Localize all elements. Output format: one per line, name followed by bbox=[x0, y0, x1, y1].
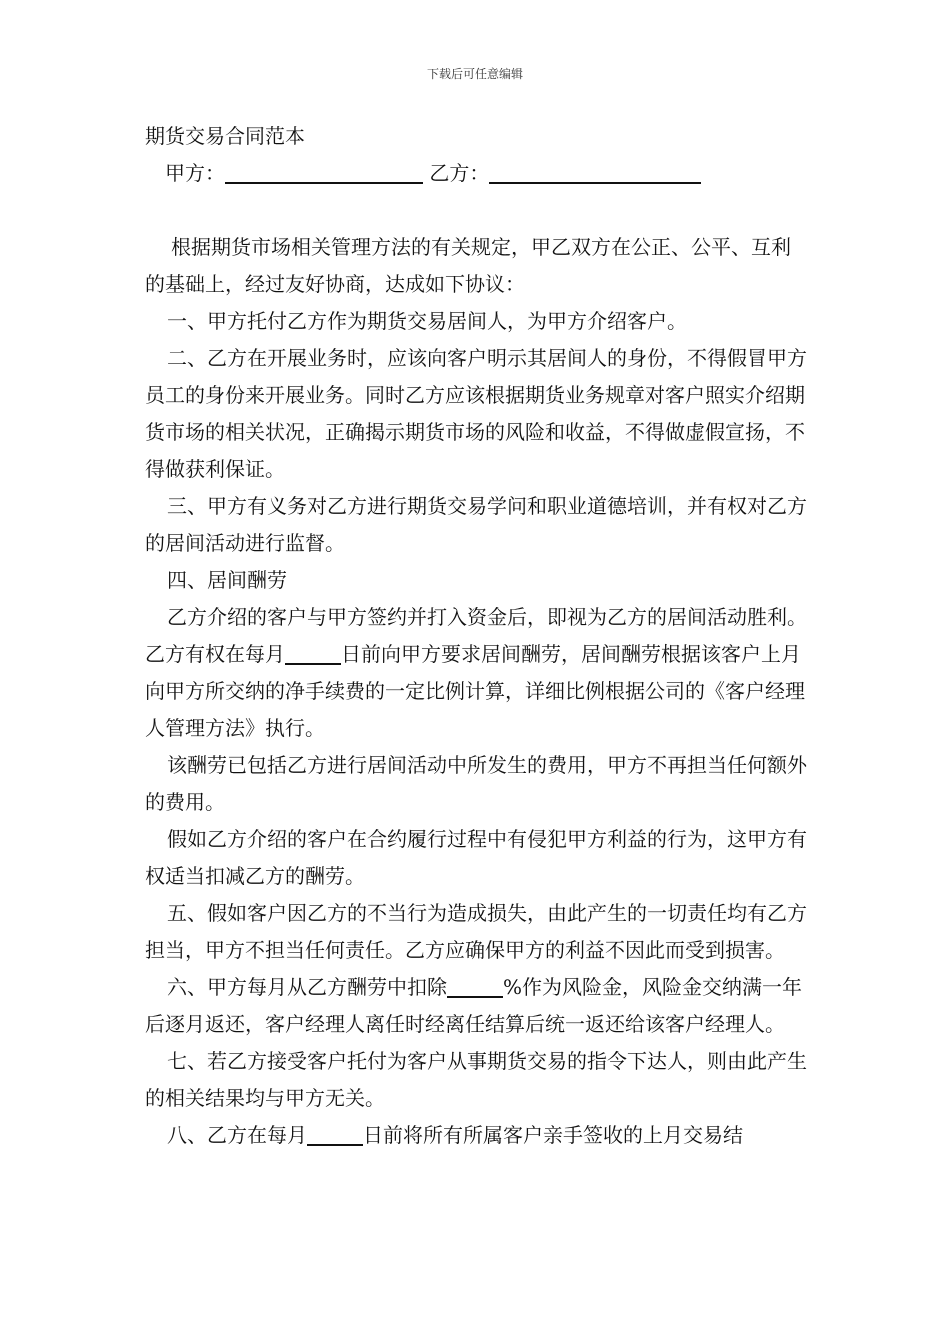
clause-6 bbox=[145, 969, 810, 1043]
party-b-label: 乙方： bbox=[429, 161, 490, 185]
clause-6-percent-blank bbox=[447, 972, 503, 998]
party-b-blank bbox=[489, 158, 701, 184]
clause-6-text-before: 六、甲方每月从乙方酬劳中扣除 bbox=[167, 975, 447, 999]
clause-8-text-after: 日前将所有所属客户亲手签收的上月交易结 bbox=[363, 1123, 743, 1147]
header-watermark-text: 下载后可任意编辑 bbox=[426, 67, 523, 81]
clause-1: 一、甲方托付乙方作为期货交易居间人，为甲方介绍客户。 bbox=[167, 309, 687, 333]
clause-4-heading: 四、居间酬劳 bbox=[167, 568, 287, 592]
party-a-blank bbox=[225, 158, 423, 184]
clause-4-p1-text-before: 乙方介绍的客户与甲方签约并打入资金后，即视为乙方的居间活动胜利。乙方有权在每月 bbox=[145, 605, 807, 666]
clause-4-paragraph-2: 该酬劳已包括乙方进行居间活动中所发生的费用，甲方不再担当任何额外的费用。 bbox=[145, 753, 807, 814]
parties-line bbox=[145, 155, 810, 192]
clause-4-p1-text-after: 日前向甲方要求居间酬劳，居间酬劳根据该客户上月向甲方所交纳的净手续费的一定比例计算，详细比例根据公司的《客户经理人管理方法》执行。 bbox=[145, 642, 805, 740]
clause-3: 三、甲方有义务对乙方进行期货交易学问和职业道德培训，并有权对乙方的居间活动进行监督。 bbox=[145, 494, 807, 555]
clause-4-paragraph-3: 假如乙方介绍的客户在合约履行过程中有侵犯甲方利益的行为，这甲方有权适当扣减乙方的酬劳。 bbox=[145, 827, 807, 888]
clause-5: 五、假如客户因乙方的不当行为造成损失，由此产生的一切责任均有乙方担当，甲方不担当任何责任。乙方应确保甲方的利益不因此而受到损害。 bbox=[145, 901, 807, 962]
clause-7: 七、若乙方接受客户托付为客户从事期货交易的指令下达人，则由此产生的相关结果均与甲方无关。 bbox=[145, 1049, 807, 1110]
clause-8-text-before: 八、乙方在每月 bbox=[167, 1123, 307, 1147]
intro-paragraph: 根据期货市场相关管理方法的有关规定，甲乙双方在公正、公平、互利的基础上，经过友好协商，达成如下协议： bbox=[145, 235, 791, 296]
document-body bbox=[145, 118, 810, 1154]
clause-8 bbox=[145, 1117, 810, 1154]
page-header bbox=[0, 66, 950, 82]
clause-2: 二、乙方在开展业务时，应该向客户明示其居间人的身份，不得假冒甲方员工的身份来开展业务。同时乙方应该根据期货业务规章对客户照实介绍期货市场的相关状况，正确揭示期货市场的风险和收益，不得做虚假宣扬，不得做获利保证。 bbox=[145, 346, 807, 481]
clause-4-paragraph-1 bbox=[145, 599, 810, 747]
party-a-label: 甲方： bbox=[165, 161, 225, 185]
clause-8-day-blank bbox=[307, 1120, 363, 1146]
document-title: 期货交易合同范本 bbox=[145, 124, 305, 148]
clause-4-day-blank bbox=[285, 639, 341, 665]
clause-6-text-after: %作为风险金，风险金交纳满一年后逐月返还，客户经理人离任时经离任结算后统一返还给该客户经理人。 bbox=[145, 975, 803, 1036]
